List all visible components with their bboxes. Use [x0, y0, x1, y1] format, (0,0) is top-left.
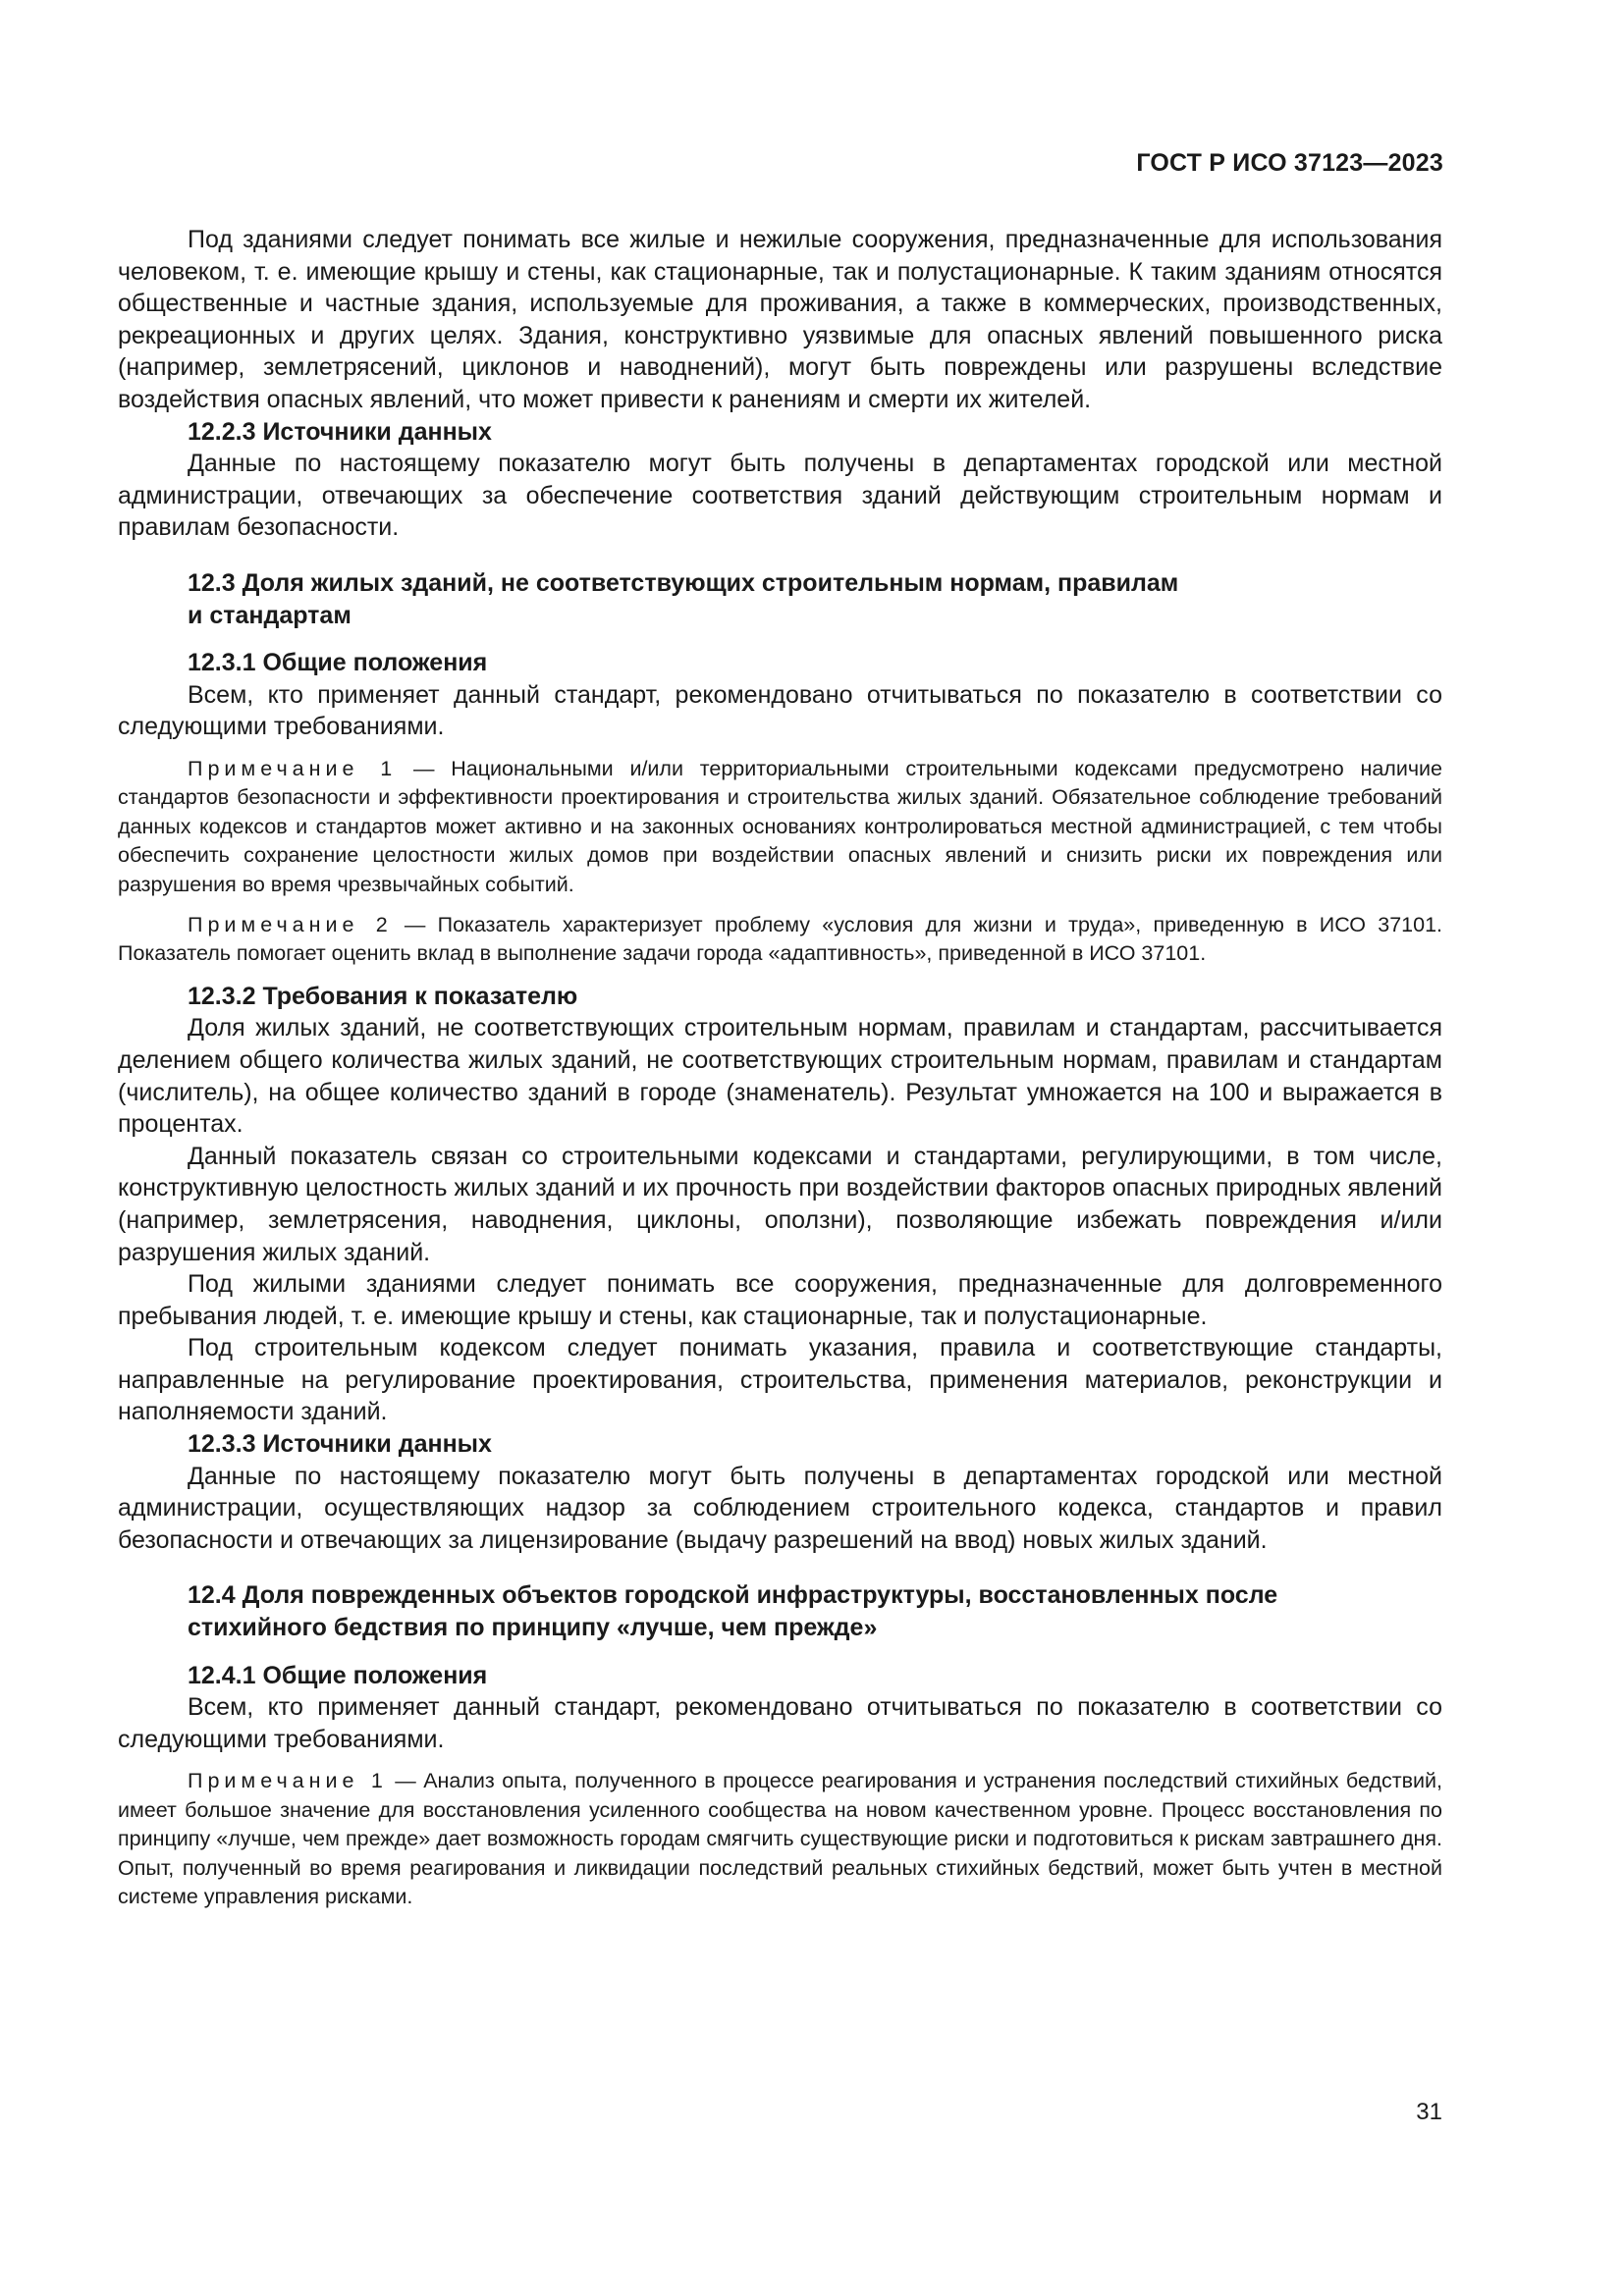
paragraph-building-codes-relation: Данный показатель связан со строительными кодексами и стандартами, регулирующими, в том числе, конструктивную целостность жилых зданий и их прочность при воздействии факторов опасных природных явлений (например, землетрясения, наводнения, циклоны, оползни), позволяющие избежать повреждения и/или разрушения жилых зданий.: [118, 1142, 1442, 1266]
note-1-section-12-4: [118, 1767, 1442, 1911]
note-text: — Национальными и/или территориальными строительными кодексами предусмотрено наличие стандартов безопасности и эффективности проектирования и строительства жилых зданий. Обязательное соблюдение требований данных кодексов и стандартов может активно и на законных основаниях контролироваться местной администрацией, с тем чтобы обеспечить сохранение целостности жилых домов при воздействии опасных явлений и снизить риски их повреждения или разрушения во время чрезвычайных событий.: [118, 756, 1442, 896]
subheading-12-3-1: 12.3.1 Общие положения: [188, 649, 488, 677]
paragraph-residential-buildings-definition: Под жилыми зданиями следует понимать все сооружения, предназначенные для долговременного пребывания людей, т. е. имеющие крышу и стены, как стационарные, так и полустационарные.: [118, 1270, 1442, 1330]
section-heading-12-3: [118, 567, 1442, 631]
note-text: — Анализ опыта, полученного в процессе реагирования и устранения последствий стихийных бедствий, имеет большое значение для восстановления усиленного сообщества на новом качественном уровне. Процесс восстановления по принципу «лучше, чем прежде» дает возможность городам смягчить существующие риски и подготовиться к рискам завтрашнего дня. Опыт, полученный во время реагирования и ликвидации последствий реальных стихийных бедствий, может быть учтен в местной системе управления рисками.: [118, 1769, 1443, 1909]
paragraph-data-sources-12-3-3: Данные по настоящему показателю могут быть получены в департаментах городской или местной администрации, осуществляющих надзор за соблюдением строительного кодекса, стандартов и правил безопасности и отвечающих за лицензирование (выдачу разрешений на ввод) новых жилых зданий.: [118, 1462, 1442, 1554]
note-text: — Показатель характеризует проблему «условия для жизни и труда», приведенную в ИСО 37101. Показатель помогает оценить вклад в выполнение задачи города «адаптивность», приведенной в ИСО 37101.: [118, 912, 1442, 966]
section-heading-12-4: [118, 1579, 1442, 1643]
paragraph-indicator-calculation: Доля жилых зданий, не соответствующих строительным нормам, правилам и стандартам, рассчитывается делением общего количества жилых зданий, не соответствующих строительным нормам, правилам и стандартам (числитель), на общее количество зданий в городе (знаменатель). Результат умножается на 100 и выражается в процентах.: [118, 1014, 1442, 1139]
subheading-12-2-3: 12.2.3 Источники данных: [188, 417, 492, 446]
subheading-12-3-3: 12.3.3 Источники данных: [188, 1430, 492, 1459]
paragraph-reporting-12-4-1: Всем, кто применяет данный стандарт, рекомендовано отчитываться по показателю в соответствии со следующими требованиями.: [118, 1693, 1442, 1753]
page-number: 31: [1416, 2099, 1442, 2125]
paragraph-reporting-12-3-1: Всем, кто применяет данный стандарт, рекомендовано отчитываться по показателю в соответствии со следующими требованиями.: [118, 680, 1442, 741]
section-heading-12-3-line1: 12.3 Доля жилых зданий, не соответствующих строительным нормам, правилам: [188, 568, 1179, 597]
paragraph-building-code-definition: Под строительным кодексом следует понимать указания, правила и соответствующие стандарты, направленные на регулирование проектирования, строительства, применения материалов, реконструкции и наполняемости зданий.: [118, 1334, 1442, 1426]
note-2-section-12-3: [118, 911, 1442, 969]
note-1-section-12-3: [118, 755, 1442, 899]
subheading-12-4-1: 12.4.1 Общие положения: [188, 1661, 488, 1689]
note-label: Примечание 1: [188, 756, 398, 780]
section-heading-12-4-line2: стихийного бедствия по принципу «лучше, чем прежде»: [188, 1614, 878, 1642]
subheading-12-3-2: 12.3.2 Требования к показателю: [188, 982, 578, 1010]
document-body: [118, 224, 1442, 1911]
note-label: Примечание 2: [188, 912, 393, 936]
paragraph-buildings-definition: Под зданиями следует понимать все жилые и нежилые сооружения, предназначенные для использования человеком, т. е. имеющие крышу и стены, как стационарные, так и полустационарные. К таким зданиям относятся общественные и частные здания, используемые для проживания, а также в коммерческих, производственных, рекреационных и других целях. Здания, конструктивно уязвимые для опасных явлений повышенного риска (например, землетрясений, циклонов и наводнений), могут быть повреждены или разрушены вследствие воздействия опасных явлений, что может привести к ранениям и смерти их жителей.: [118, 226, 1442, 413]
section-heading-12-3-line2: и стандартам: [188, 601, 352, 629]
paragraph-data-sources-12-2-3: Данные по настоящему показателю могут быть получены в департаментах городской или местной администрации, отвечающих за обеспечение соответствия зданий действующим строительным нормам и правилам безопасности.: [118, 450, 1442, 542]
section-heading-12-4-line1: 12.4 Доля поврежденных объектов городской инфраструктуры, восстановленных после: [188, 1581, 1278, 1610]
document-header-standard-code: ГОСТ Р ИСО 37123—2023: [1136, 149, 1443, 177]
note-label: Примечание 1: [188, 1769, 388, 1793]
